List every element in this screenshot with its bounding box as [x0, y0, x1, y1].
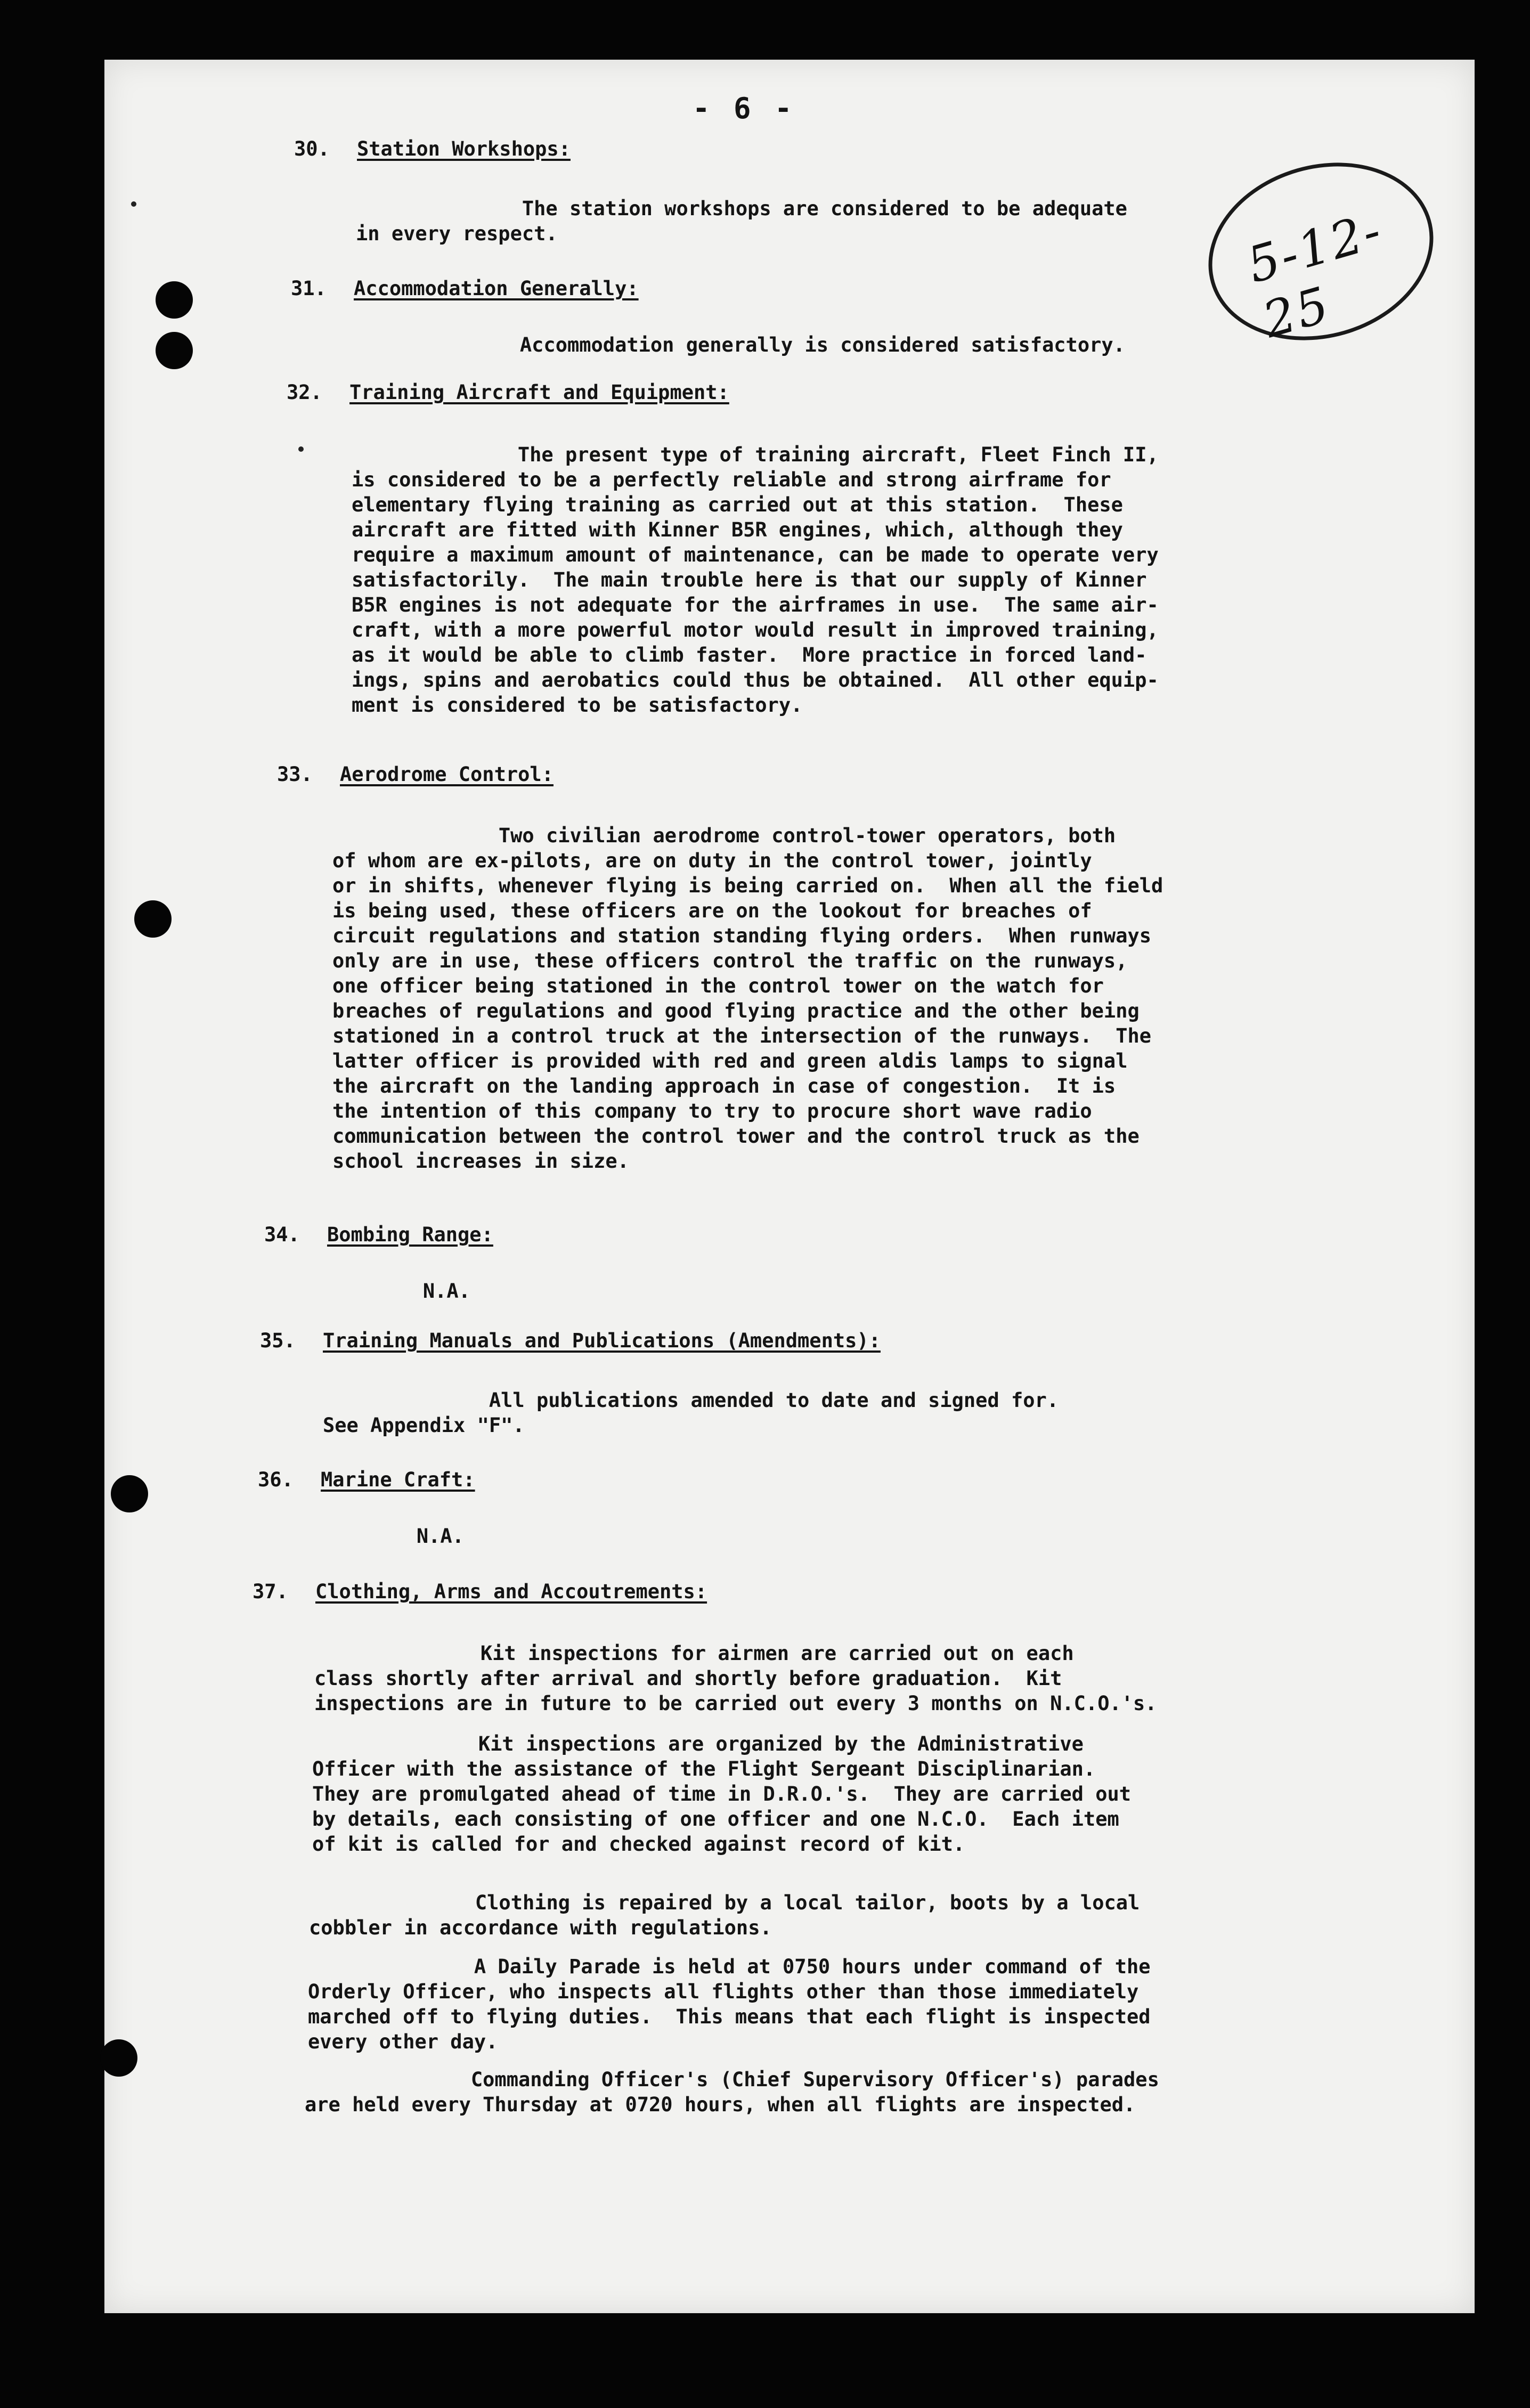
section-heading [287, 381, 729, 404]
section-paragraph: Kit inspections are organized by the Administrative Officer with the assistance of the Flight Sergeant Disciplinarian. They are promulgated ahead of time in D.R.O.'s. They are carried out by details, each consisting of one officer and one N.C.O. Each item of kit is called for and checked against record of kit. [312, 1732, 1132, 1856]
section-number: 32. [287, 381, 322, 404]
section-paragraph: N.A. [250, 1525, 464, 1548]
section-paragraph: A Daily Parade is held at 0750 hours under command of the Orderly Officer, who inspects all flights other than those immediately marched off to flying duties. This means that each flight is inspected every other day. [308, 1955, 1151, 2053]
section-number: 33. [277, 763, 313, 786]
section-heading [277, 763, 554, 786]
section-title: Bombing Range: [327, 1223, 493, 1246]
punch-hole [100, 2039, 137, 2077]
section-heading [260, 1329, 881, 1352]
section-paragraph: N.A. [257, 1280, 470, 1303]
section-paragraph: Commanding Officer's (Chief Supervisory Officer's) parades are held every Thursday at 0720 hours, when all flights are inspected. [305, 2068, 1159, 2116]
section-paragraph: Clothing is repaired by a local tailor, boots by a local cobbler in accordance with regulations. [309, 1891, 1140, 1939]
section-number: 37. [253, 1580, 288, 1603]
section-title: Accommodation Generally: [354, 277, 639, 300]
section-title: Training Aircraft and Equipment: [349, 381, 729, 404]
section-number: 31. [291, 277, 327, 300]
section-number: 36. [258, 1468, 294, 1491]
section-paragraph: The station workshops are considered to be adequate in every respect. [356, 197, 1127, 245]
section-paragraph: The present type of training aircraft, Fleet Finch II, is considered to be a perfectly reliable and strong airframe for elementary flying training as carried out at this station. These aircraft are fitted with Kinner B5R engines, which, although they require a maximum amount of maintenance, can be made to operate very satisfactorily. The main trouble here is that our supply of Kinner B5R engines is not adequate for the airframes in use. The same air- craft, with a more powerful motor would result in improved training, as it would be able to climb faster. More practice in forced land- ings, spins and aerobatics could thus be obtained. All other equip- ment is considered to be satisfactory. [352, 443, 1159, 717]
section-title: Marine Craft: [321, 1468, 475, 1491]
section-heading [294, 137, 571, 160]
section-number: 34. [264, 1223, 300, 1246]
punch-hole [134, 900, 172, 938]
section-number: 30. [294, 137, 330, 160]
section-title: Station Workshops: [357, 137, 571, 160]
section-heading [258, 1468, 475, 1491]
section-heading [253, 1580, 707, 1603]
section-heading [291, 277, 639, 300]
section-title: Clothing, Arms and Accoutrements: [315, 1580, 707, 1603]
section-number: 35. [260, 1329, 296, 1352]
section-heading [264, 1223, 493, 1246]
punch-hole [156, 332, 193, 369]
punch-hole [156, 281, 193, 319]
section-title: Training Manuals and Publications (Amendments): [323, 1329, 881, 1352]
punch-hole [111, 1475, 148, 1512]
margin-mark [131, 201, 136, 207]
margin-mark [298, 446, 304, 452]
section-title: Aerodrome Control: [340, 763, 554, 786]
section-paragraph: Accommodation generally is considered satisfactory. [354, 333, 1125, 356]
section-paragraph: All publications amended to date and signed for. See Appendix "F". [323, 1389, 1059, 1437]
section-paragraph: Two civilian aerodrome control-tower operators, both of whom are ex-pilots, are on duty in the control tower, jointly or in shifts, whenever flying is being carried on. When all the field is being used, these officers are on the lookout for breaches of circuit regulations and station standing flying orders. When runways only are in use, these officers control the traffic on the runways, one officer being stationed in the control tower on the watch for breaches of regulations and good flying practice and the other being stationed in a control truck at the intersection of the runways. The latter officer is provided with red and green aldis lamps to signal the aircraft on the landing approach in case of congestion. It is the intention of this company to try to procure short wave radio communication between the control tower and the control truck as the school increases in size. [332, 824, 1163, 1173]
section-paragraph: Kit inspections for airmen are carried out on each class shortly after arrival and shortly before graduation. Kit inspections are in future to be carried out every 3 months on N.C.O.'s. [314, 1642, 1157, 1715]
page-number: - 6 - [693, 92, 795, 125]
annotation-text: 5-12-25 [1241, 201, 1389, 349]
